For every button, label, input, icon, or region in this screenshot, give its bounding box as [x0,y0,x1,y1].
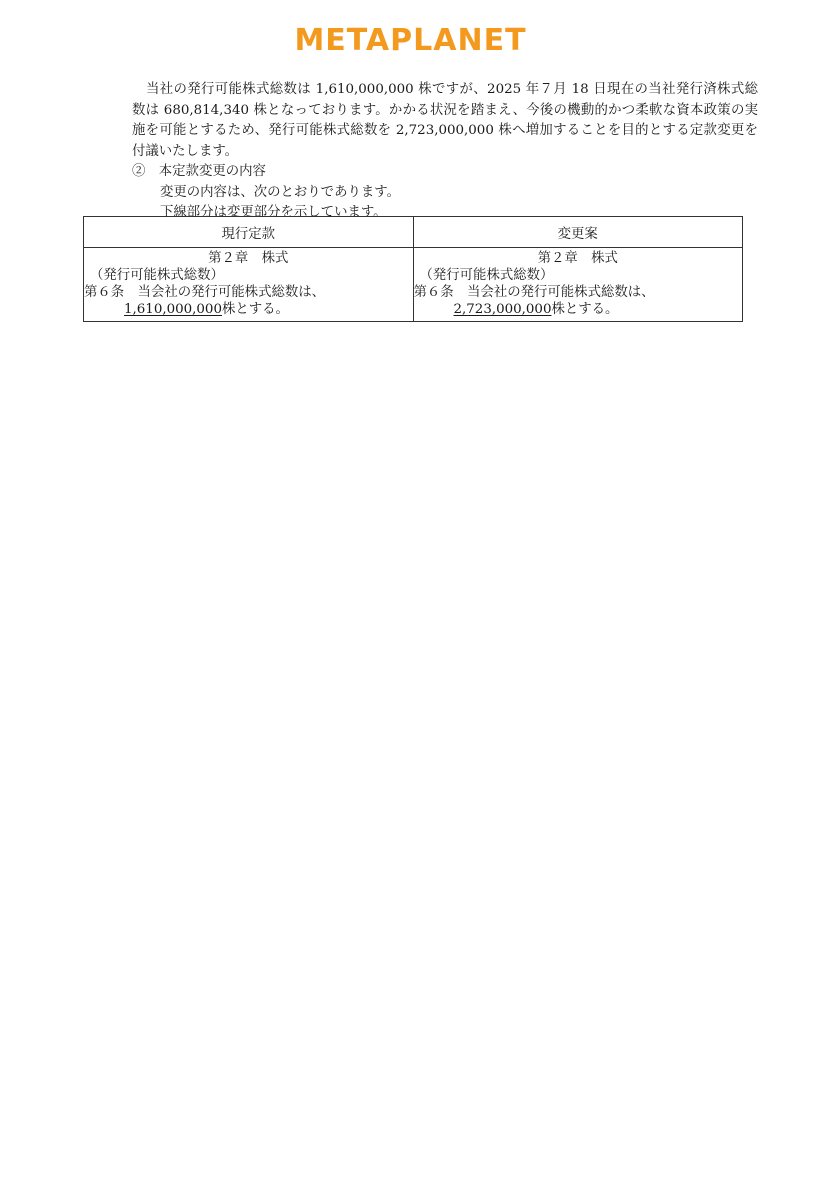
article-text: 第６条 当会社の発行可能株式総数は、 [84,285,326,300]
current-share-count: 1,610,000,000 [124,302,222,317]
article-text: 第６条 当会社の発行可能株式総数は、 [413,285,655,300]
article-caption: （発行可能株式総数） [419,268,554,283]
intro-paragraph: 当社の発行可能株式総数は 1,610,000,000 株ですが、2025 年７月 18 日現在の当社発行済株式総数は 680,814,340 株となっております。かかる状況を踏まえ、今後の機動的かつ柔軟な資本政策の実施を可能とするため、発行可能株式総数を 2,723,000,000 株へ増加することを目的とする定款変更を付議いたします。 [132,82,758,159]
article-value-line [414,301,743,318]
header-proposed: 変更案 [413,217,743,248]
chapter-heading: 第２章 株式 [208,251,289,266]
table-row [84,248,743,322]
header-current: 現行定款 [84,217,414,248]
article-caption: （発行可能株式総数） [90,268,224,283]
underline-note: 下線部分は変更部分を示しています。 [160,205,387,220]
table-header-row [84,217,743,248]
change-description: 変更の内容は、次のとおりであります。 [160,184,400,200]
proposed-share-count: 2,723,000,000 [453,302,552,317]
article-suffix: 株とする。 [221,302,289,317]
document-body [132,80,758,224]
article-value-line [84,301,413,318]
chapter-heading: 第２章 株式 [537,251,618,266]
amendment-comparison-table [83,216,743,322]
item-heading: ② 本定款変更の内容 [132,164,266,179]
proposed-articles-cell [413,248,743,322]
current-articles-cell [84,248,414,322]
article-suffix: 株とする。 [551,302,619,317]
company-logo [0,24,821,58]
logo-text: METAPLANET [294,23,527,58]
